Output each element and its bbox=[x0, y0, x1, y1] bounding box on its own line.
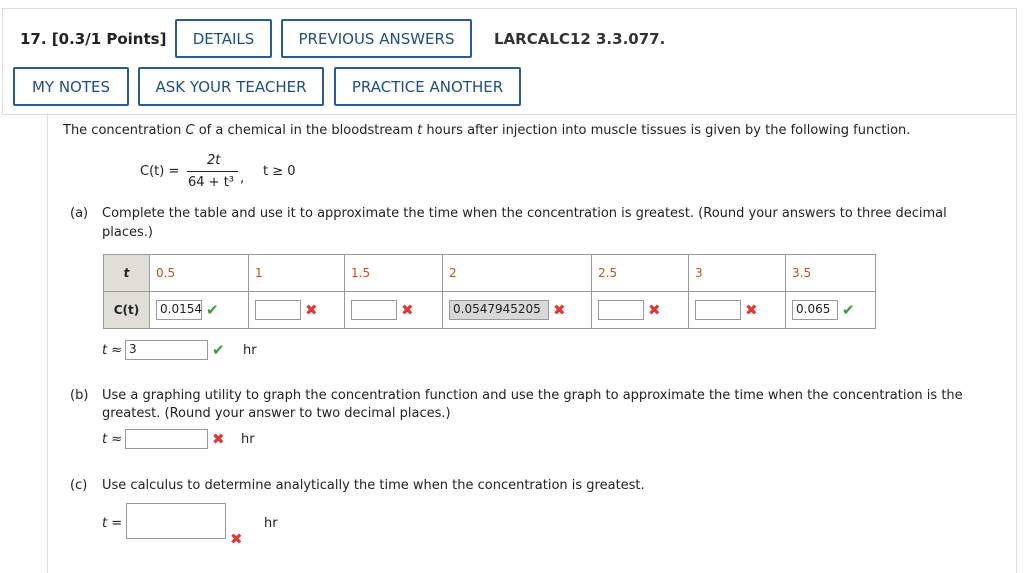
part-a-unit: hr bbox=[243, 343, 257, 358]
part-b-answer-input[interactable] bbox=[125, 429, 208, 449]
function-condition: t ≥ 0 bbox=[263, 164, 296, 179]
c-value-cell bbox=[249, 292, 345, 329]
intro-text-1: The concentration bbox=[63, 123, 186, 138]
part-a-text-line1: Complete the table and use it to approximate the time when the concentration is greatest. (Round your answers to three decimal bbox=[102, 206, 947, 221]
t-value-cell: 0.5 bbox=[150, 255, 249, 292]
c-answer-input[interactable] bbox=[351, 300, 397, 320]
c-answer-input[interactable] bbox=[598, 300, 644, 320]
part-b-text-line1: Use a graphing utility to graph the concentration function and use the graph to approximate the time when the concentration is the bbox=[102, 388, 963, 403]
part-b-label: (b) bbox=[70, 388, 89, 403]
c-answer-input[interactable] bbox=[255, 300, 301, 320]
c-answer-input[interactable]: 0.0547945205 bbox=[449, 300, 549, 320]
ask-your-teacher-button[interactable]: ASK YOUR TEACHER bbox=[138, 67, 324, 106]
cross-icon: ✖ bbox=[305, 301, 318, 319]
c-value-cell bbox=[592, 292, 689, 329]
fraction-bar bbox=[187, 171, 238, 172]
cross-icon: ✖ bbox=[212, 429, 225, 448]
intro-text-3: hours after injection into muscle tissues is given by the following function. bbox=[422, 123, 911, 138]
my-notes-button[interactable]: MY NOTES bbox=[13, 67, 129, 106]
function-numerator: 2t bbox=[207, 153, 221, 168]
t-value-cell: 2.5 bbox=[592, 255, 689, 292]
concentration-table bbox=[103, 254, 876, 329]
part-a-answer-input[interactable]: 3 bbox=[125, 340, 208, 360]
part-a-label: (a) bbox=[70, 206, 89, 221]
c-value-cell bbox=[443, 292, 592, 329]
practice-another-button[interactable]: PRACTICE ANOTHER bbox=[334, 67, 521, 106]
part-c-label: (c) bbox=[70, 478, 88, 493]
intro-var-c: C bbox=[185, 123, 195, 138]
part-b-text-line2: greatest. (Round your answer to two decimal places.) bbox=[102, 406, 451, 421]
intro-var-t: t bbox=[417, 123, 423, 138]
cross-icon: ✖ bbox=[230, 530, 243, 548]
c-answer-input[interactable]: 0.0154 bbox=[156, 300, 202, 320]
table-header-t: t bbox=[104, 255, 150, 292]
function-lhs: C(t) = bbox=[140, 164, 180, 179]
c-value-cell bbox=[689, 292, 786, 329]
cross-icon: ✖ bbox=[745, 301, 758, 319]
table-header-c: C(t) bbox=[104, 292, 150, 329]
cross-icon: ✖ bbox=[648, 301, 661, 319]
t-value-cell: 1 bbox=[249, 255, 345, 292]
part-b-answer-group bbox=[125, 428, 225, 449]
c-value-cell bbox=[150, 292, 249, 329]
function-comma: , bbox=[240, 171, 245, 186]
t-value-cell: 1.5 bbox=[345, 255, 443, 292]
previous-answers-button[interactable]: PREVIOUS ANSWERS bbox=[281, 19, 472, 58]
check-icon: ✔ bbox=[206, 301, 219, 319]
t-value-cell: 3 bbox=[689, 255, 786, 292]
t-value-cell: 3.5 bbox=[786, 255, 876, 292]
question-points-label: 17. [0.3/1 Points] bbox=[20, 30, 167, 48]
function-denominator: 64 + t³ bbox=[188, 175, 235, 190]
part-c-text: Use calculus to determine analytically the time when the concentration is greatest. bbox=[102, 478, 645, 493]
c-value-cell bbox=[345, 292, 443, 329]
table-row-c bbox=[104, 292, 876, 329]
part-c-answer-prefix: t = bbox=[102, 516, 123, 531]
part-a-answer-group bbox=[125, 339, 225, 360]
part-b-unit: hr bbox=[241, 432, 255, 447]
intro-text-2: of a chemical in the bloodstream bbox=[194, 123, 418, 138]
c-answer-input[interactable]: 0.065 bbox=[792, 300, 838, 320]
table-row-t bbox=[104, 255, 876, 292]
check-icon: ✔ bbox=[842, 301, 855, 319]
c-answer-input[interactable] bbox=[695, 300, 741, 320]
cross-icon: ✖ bbox=[553, 301, 566, 319]
part-c-answer-input[interactable] bbox=[126, 503, 226, 539]
part-b-answer-prefix: t ≈ bbox=[102, 432, 123, 447]
problem-intro bbox=[63, 123, 910, 138]
part-a-text-line2: places.) bbox=[102, 225, 153, 240]
problem-reference: LARCALC12 3.3.077. bbox=[494, 30, 666, 48]
part-c-unit: hr bbox=[264, 516, 278, 531]
part-a-answer-prefix: t ≈ bbox=[102, 343, 123, 358]
t-value-cell: 2 bbox=[443, 255, 592, 292]
check-icon: ✔ bbox=[212, 340, 225, 359]
c-value-cell bbox=[786, 292, 876, 329]
details-button[interactable]: DETAILS bbox=[175, 19, 272, 58]
cross-icon: ✖ bbox=[401, 301, 414, 319]
